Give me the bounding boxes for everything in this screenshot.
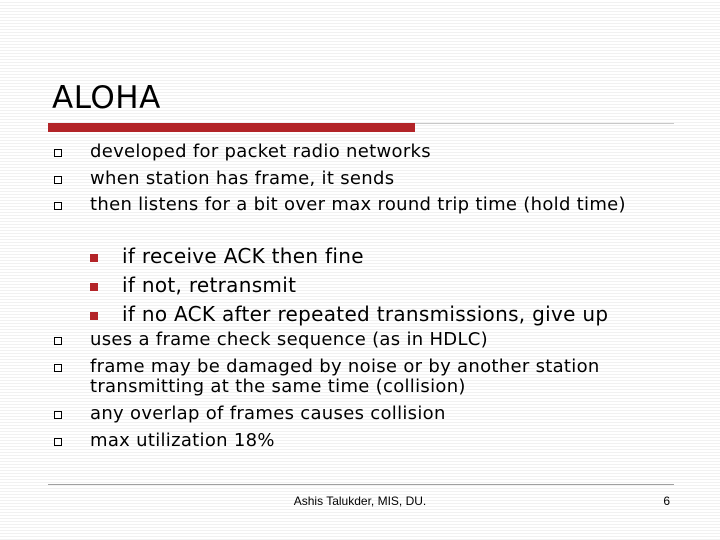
footer-divider: [48, 484, 674, 485]
bullet-item: [90, 169, 660, 189]
bullet-text: max utilization 18%: [90, 430, 275, 451]
bullet-text: uses a frame check sequence (as in HDLC): [90, 329, 488, 350]
hollow-square-bullet-icon: [54, 149, 62, 157]
bullet-item: [90, 357, 660, 397]
sub-bullet-text: if no ACK after repeated transmissions, give up: [122, 302, 609, 326]
sub-bullet-text: if receive ACK then fine: [122, 244, 364, 268]
bullet-text: frame may be damaged by noise or by another station transmitting at the same time (collision): [90, 356, 600, 397]
slide-title: ALOHA: [52, 80, 161, 116]
hollow-square-bullet-icon: [54, 176, 62, 184]
sub-bullet-item: [122, 302, 682, 326]
bullet-text: when station has frame, it sends: [90, 168, 395, 189]
bullet-item: [90, 195, 660, 215]
filled-square-bullet-icon: [90, 283, 98, 291]
filled-square-bullet-icon: [90, 312, 98, 320]
bullet-text: any overlap of frames causes collision: [90, 403, 446, 424]
hollow-square-bullet-icon: [54, 337, 62, 345]
sub-bullet-item: [122, 244, 682, 268]
bullet-text: then listens for a bit over max round trip time (hold time): [90, 194, 626, 215]
filled-square-bullet-icon: [90, 254, 98, 262]
hollow-square-bullet-icon: [54, 364, 62, 372]
footer-author: Ashis Talukder, MIS, DU.: [293, 494, 427, 508]
hollow-square-bullet-icon: [54, 438, 62, 446]
title-accent-bar: [48, 123, 415, 132]
bullet-item: [90, 404, 660, 424]
bullet-item: [90, 142, 660, 162]
hollow-square-bullet-icon: [54, 411, 62, 419]
hollow-square-bullet-icon: [54, 202, 62, 210]
sub-bullet-text: if not, retransmit: [122, 273, 297, 297]
sub-bullet-item: [122, 273, 682, 297]
bullet-item: [90, 330, 660, 350]
page-number: 6: [663, 494, 670, 508]
bullet-text: developed for packet radio networks: [90, 141, 431, 162]
bullet-item: [90, 431, 660, 451]
